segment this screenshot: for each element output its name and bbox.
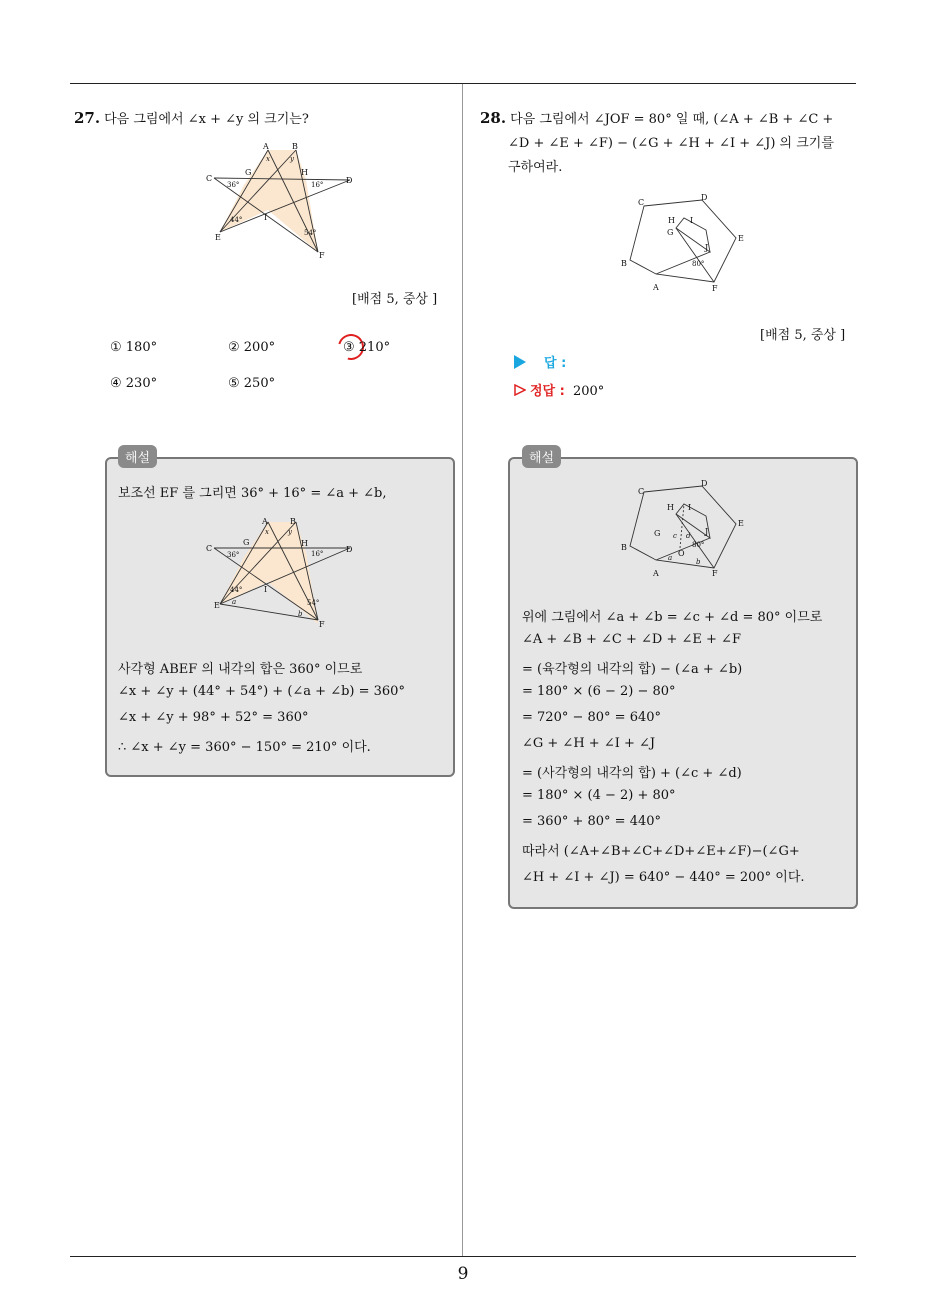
q27-angle-16: 16°: [311, 181, 324, 189]
q28-solution-line-5: = 720° − 80° = 640°: [522, 710, 662, 725]
q28s-label-C: C: [638, 487, 645, 496]
q27s-angle-36: 36°: [227, 551, 240, 559]
q27-question: [74, 106, 309, 132]
q27-score: [배점 5, 중상 ]: [352, 292, 438, 307]
q28-label-G: G: [667, 228, 674, 237]
q28-solution-line-3: = (육각형의 내각의 합) − (∠a + ∠b): [522, 662, 743, 677]
q28-label-F: F: [712, 284, 718, 293]
q27-text: 다음 그림에서 ∠x + ∠y 의 크기는?: [104, 112, 309, 127]
correct-triangle-icon: [514, 384, 526, 396]
q27-choice-2[interactable]: ② 200°: [228, 340, 276, 355]
q28-solution-line-8: = 180° × (4 − 2) + 80°: [522, 788, 676, 803]
column-divider: [462, 84, 463, 1257]
q27s-label-F: F: [319, 620, 325, 629]
q28-solution-line-7: = (사각형의 내각의 합) + (∠c + ∠d): [522, 766, 742, 781]
q28s-label-G: G: [654, 529, 661, 538]
q28-solution-figure: [618, 476, 748, 582]
q28s-angle-80: 80°: [692, 541, 705, 549]
q27s-angle-16: 16°: [311, 550, 324, 558]
q27s-angle-x: x: [265, 528, 269, 536]
q28-label-A: A: [653, 283, 659, 292]
q27-angle-x: x: [266, 155, 270, 163]
q28s-angle-a: a: [668, 554, 673, 562]
q28-label-E: E: [738, 234, 744, 243]
q28s-label-O: O: [678, 549, 685, 558]
q28s-label-D: D: [701, 479, 708, 488]
q28s-label-F: F: [712, 569, 718, 578]
q28-text-line-2: ∠D + ∠E + ∠F) − (∠G + ∠H + ∠I + ∠J) 의 크기를: [508, 136, 834, 151]
q28-correct-value: 200°: [572, 384, 605, 399]
q27-label-F: F: [319, 251, 325, 260]
q27-choice-4[interactable]: ④ 230°: [110, 376, 158, 391]
q27-label-H: H: [301, 168, 308, 177]
q27s-label-A: A: [262, 517, 268, 526]
q27-angle-54: 54°: [304, 229, 317, 237]
q27-angle-44: 44°: [230, 216, 243, 224]
q28-angle-80: 80°: [692, 260, 705, 268]
q27s-label-E: E: [214, 601, 220, 610]
q27s-label-C: C: [206, 544, 213, 553]
q27-solution-line-5: ∴ ∠x + ∠y = 360° − 150° = 210° 이다.: [118, 740, 371, 755]
q28s-label-B: B: [621, 543, 627, 552]
q28-solution-line-11: ∠H + ∠I + ∠J) = 640° − 440° = 200° 이다.: [522, 870, 805, 885]
q27s-label-D: D: [346, 545, 353, 554]
q27-label-C: C: [206, 174, 213, 183]
page-number: 9: [457, 1264, 469, 1284]
q27s-angle-a: a: [232, 598, 237, 606]
q28s-angle-c: c: [673, 532, 677, 540]
q28-hexagon: [630, 200, 736, 282]
q27-solution-line-1: 보조선 EF 를 그리면 36° + 16° = ∠a + ∠b,: [118, 486, 387, 501]
q28-label-B: B: [621, 259, 627, 268]
q28-solution-tag: 해설: [522, 445, 561, 468]
q28-correct-row: [514, 380, 604, 399]
q27-label-I: I: [264, 213, 268, 222]
q27-number: 27.: [74, 109, 101, 127]
q28-answer-row: [514, 352, 566, 371]
q28-solution-line-1: 위에 그림에서 ∠a + ∠b = ∠c + ∠d = 80° 이므로: [522, 610, 823, 625]
q28-solution-line-10: 따라서 (∠A+∠B+∠C+∠D+∠E+∠F)−(∠G+: [522, 844, 800, 859]
q27-solution-figure: [200, 512, 360, 630]
q28s-label-E: E: [738, 519, 744, 528]
q28-score: [배점 5, 중상 ]: [760, 328, 846, 343]
q27-choice-5[interactable]: ⑤ 250°: [228, 376, 276, 391]
answer-triangle-icon: [514, 355, 526, 369]
q28-solution-line-4: = 180° × (6 − 2) − 80°: [522, 684, 676, 699]
q28s-angle-b: b: [696, 558, 701, 566]
q28s-label-H: H: [667, 503, 674, 512]
q28s-label-J: J: [705, 527, 709, 536]
q27s-label-I: I: [264, 585, 268, 594]
q27-label-E: E: [215, 233, 221, 242]
q28-label-J: J: [705, 243, 709, 252]
q28-solution-line-2: ∠A + ∠B + ∠C + ∠D + ∠E + ∠F: [522, 632, 741, 647]
q28-solution-line-6: ∠G + ∠H + ∠I + ∠J: [522, 736, 656, 751]
q27-label-G: G: [245, 168, 252, 177]
q28s-angle-d: d: [686, 532, 691, 540]
q27s-angle-44: 44°: [230, 586, 243, 594]
q28-answer-label: 답 :: [544, 356, 567, 371]
q28-text-line-3: 구하여라.: [508, 160, 563, 175]
q28s-label-I: I: [688, 503, 692, 512]
q27-angle-y: y: [290, 155, 294, 163]
q28-figure: [618, 190, 748, 296]
q27-label-A: A: [263, 142, 269, 151]
q28-solution-line-9: = 360° + 80° = 440°: [522, 814, 662, 829]
q27-solution-line-2: 사각형 ABEF 의 내각의 합은 360° 이므로: [118, 662, 363, 677]
q27s-label-H: H: [301, 539, 308, 548]
q28-text-line-1: 다음 그림에서 ∠JOF = 80° 일 때, (∠A + ∠B + ∠C +: [510, 112, 834, 127]
q27-choice-3[interactable]: ③ 210°: [343, 340, 391, 355]
q27-solution-line-3: ∠x + ∠y + (44° + 54°) + (∠a + ∠b) = 360°: [118, 684, 405, 699]
q28-label-I: I: [690, 216, 694, 225]
q27s-angle-y: y: [288, 528, 292, 536]
q27-label-D: D: [346, 176, 353, 185]
bottom-rule: [70, 1256, 856, 1257]
q27-angle-36: 36°: [227, 181, 240, 189]
q27-solution-tag: 해설: [118, 445, 157, 468]
q27s-angle-54: 54°: [307, 599, 320, 607]
q27s-label-G: G: [243, 538, 250, 547]
q28-label-C: C: [638, 198, 645, 207]
q27-label-B: B: [292, 142, 298, 151]
q28-label-H: H: [668, 216, 675, 225]
q28-question: [480, 106, 860, 180]
top-rule: [70, 83, 856, 84]
q27s-angle-b: b: [298, 610, 303, 618]
q27s-label-B: B: [290, 517, 296, 526]
q27-choice-1[interactable]: ① 180°: [110, 340, 158, 355]
q28-correct-label: 정답 :: [530, 384, 565, 399]
q28-label-D: D: [701, 193, 708, 202]
q27-figure: [200, 140, 360, 260]
q27-solution-line-4: ∠x + ∠y + 98° + 52° = 360°: [118, 710, 309, 725]
q28s-label-A: A: [653, 569, 659, 578]
q28-number: 28.: [480, 109, 507, 127]
